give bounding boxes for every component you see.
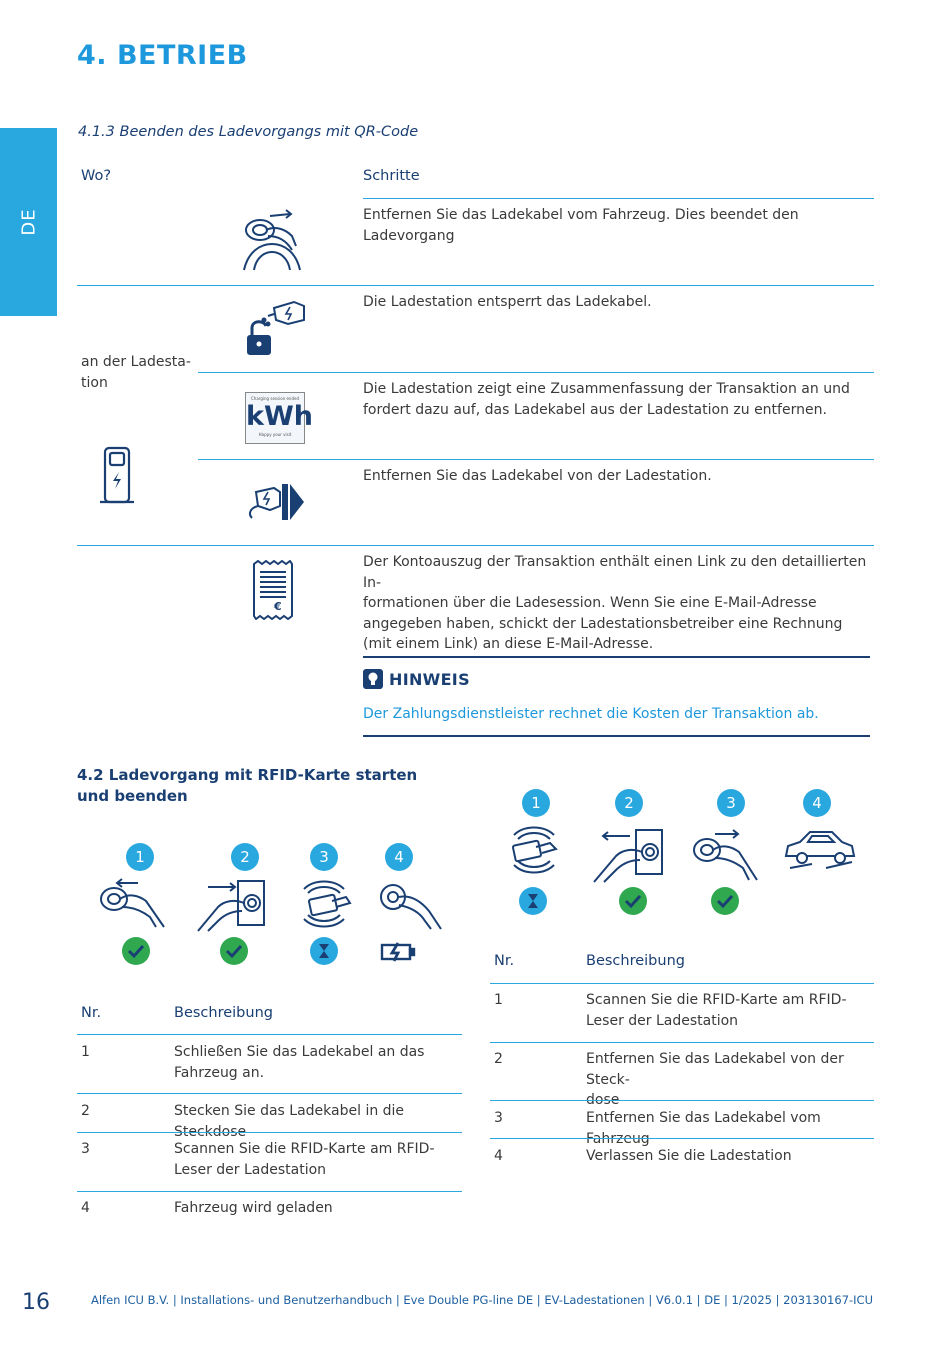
chapter-title: 4. BETRIEB: [77, 40, 248, 71]
row-divider: [198, 372, 874, 373]
table-cell-nr: 2: [81, 1103, 90, 1119]
table-divider: [490, 983, 874, 984]
table-cell-desc: Entfernen Sie das Ladekabel vom Fahrzeug: [586, 1110, 821, 1147]
column-header-nr: Nr.: [494, 953, 515, 969]
plug-out-arrow-icon: [246, 482, 306, 522]
vehicle-charging-cable-icon: [379, 877, 445, 931]
step-number: 3: [717, 789, 745, 817]
check-icon: [122, 937, 150, 965]
table-divider: [490, 1138, 874, 1139]
language-tab: [0, 128, 57, 316]
footer-text: Alfen ICU B.V. | Installations- und Benutzerhandbuch | Eve Double PG-line DE | EV-Ladestationen | V6.0.1 | DE | 1/2025 | 203130167-ICU: [91, 1293, 873, 1307]
table-cell-nr: 3: [494, 1110, 503, 1126]
rfid-card-scan-icon: [506, 823, 562, 877]
table-divider: [77, 1132, 462, 1133]
step-number: 3: [310, 843, 338, 871]
hourglass-icon: [310, 937, 338, 965]
table-cell-nr: 2: [494, 1051, 503, 1067]
step-text-5: Der Kontoauszug der Transaktion enthält einen Link zu den detaillierten In- formationen über die Ladesession. Wenn Sie eine E-Mail-Adresse angegeben haben, schickt der Ladestationsbetreiber eine Rechnung (mit einem Link) an diese E-Mail-Adresse.: [363, 554, 867, 652]
row-divider: [77, 545, 874, 546]
step-text-1: Entfernen Sie das Ladekabel vom Fahrzeug. Dies beendet den Ladevorgang: [363, 207, 799, 244]
step-number: 1: [522, 789, 550, 817]
check-icon: [619, 887, 647, 915]
note-title: HINWEIS: [389, 670, 470, 689]
table-cell-nr: 3: [81, 1141, 90, 1157]
step-number: 4: [803, 789, 831, 817]
column-header-steps: Schritte: [363, 168, 420, 184]
note-bottom-rule: [363, 735, 870, 737]
section-title-413: 4.1.3 Beenden des Ladevorgangs mit QR-Code: [78, 124, 419, 140]
table-cell-desc: Stecken Sie das Ladekabel in die Steckdose: [174, 1103, 405, 1140]
step-text-3: Die Ladestation zeigt eine Zusammenfassung der Transaktion an und fordert dazu auf, das Ladekabel aus der Ladestation zu entfernen.: [363, 381, 850, 418]
note-top-rule: [363, 656, 870, 658]
unplug-vehicle-icon: [240, 208, 304, 274]
column-header-nr: Nr.: [81, 1005, 102, 1021]
step-number: 4: [385, 843, 413, 871]
svg-text:€: €: [274, 600, 282, 613]
table-cell-nr: 1: [81, 1044, 90, 1060]
note-bulb-icon: [363, 669, 383, 689]
header-divider: [363, 198, 874, 199]
kwh-screen-footer: Happy your visit: [258, 432, 292, 437]
cable-unlock-icon: [244, 298, 308, 358]
hourglass-icon: [519, 887, 547, 915]
table-cell-desc: Scannen Sie die RFID-Karte am RFID-Leser der Ladestation: [586, 992, 847, 1029]
table-cell-desc: Scannen Sie die RFID-Karte am RFID-Leser der Ladestation: [174, 1141, 435, 1178]
plug-into-socket-icon: [194, 877, 268, 933]
kwh-screen-value: kWh: [246, 401, 313, 432]
vehicle-leaving-icon: [782, 826, 858, 872]
language-tab-label: DE: [18, 208, 39, 236]
kwh-screen-header: Charging session ended: [251, 396, 299, 401]
table-cell-nr: 4: [494, 1148, 503, 1164]
battery-charging-icon: [380, 941, 416, 963]
location-label: an der Ladesta- tion: [81, 354, 191, 391]
plug-into-vehicle-icon: [98, 877, 170, 929]
column-header-description: Beschreibung: [174, 1005, 273, 1021]
table-divider: [490, 1042, 874, 1043]
charging-station-icon: [100, 446, 134, 504]
page-number: 16: [22, 1290, 50, 1315]
section-title-42: 4.2 Ladevorgang mit RFID-Karte starten und beenden: [77, 766, 418, 805]
step-number: 1: [126, 843, 154, 871]
note-text: Der Zahlungsdienstleister rechnet die Kosten der Transaktion ab.: [363, 706, 819, 722]
step-text-4: Entfernen Sie das Ladekabel von der Ladestation.: [363, 468, 712, 484]
table-cell-nr: 1: [494, 992, 503, 1008]
table-cell-desc: Verlassen Sie die Ladestation: [586, 1148, 792, 1164]
table-divider: [77, 1191, 462, 1192]
row-divider: [198, 459, 874, 460]
table-cell-desc: Schließen Sie das Ladekabel an das Fahrzeug an.: [174, 1044, 425, 1081]
table-cell-nr: 4: [81, 1200, 90, 1216]
check-icon: [711, 887, 739, 915]
column-header-description: Beschreibung: [586, 953, 685, 969]
unplug-vehicle-icon: [691, 826, 763, 882]
step-number: 2: [231, 843, 259, 871]
unplug-from-socket-icon: [590, 826, 666, 884]
rfid-card-scan-icon: [296, 877, 352, 931]
table-cell-desc: Entfernen Sie das Ladekabel von der Steck- dose: [586, 1051, 844, 1108]
table-divider: [490, 1100, 874, 1101]
step-number: 2: [615, 789, 643, 817]
table-divider: [77, 1093, 462, 1094]
kwh-display-icon: [245, 392, 313, 444]
receipt-euro-icon: [250, 560, 296, 620]
step-text-2: Die Ladestation entsperrt das Ladekabel.: [363, 294, 652, 310]
table-cell-desc: Fahrzeug wird geladen: [174, 1200, 333, 1216]
row-divider: [77, 285, 874, 286]
column-header-where: Wo?: [81, 168, 112, 184]
check-icon: [220, 937, 248, 965]
table-divider: [77, 1034, 462, 1035]
